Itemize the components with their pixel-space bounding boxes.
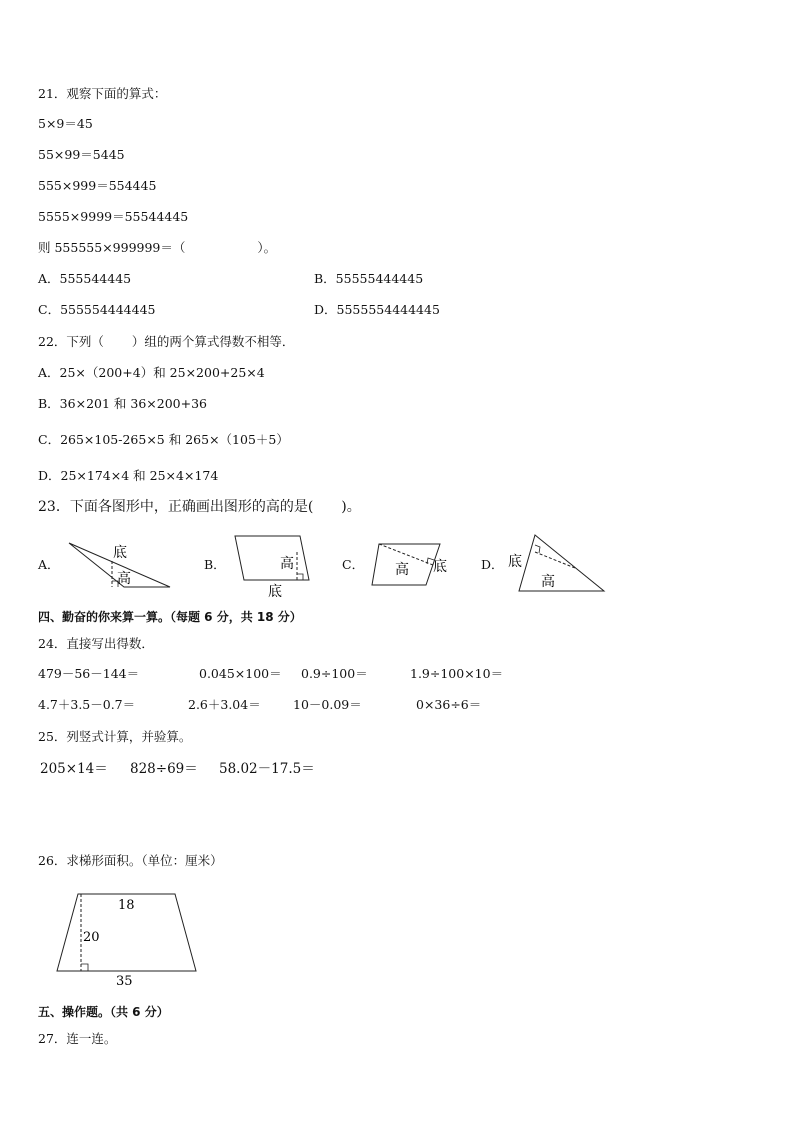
q23-figure-b [225, 530, 320, 600]
q24-item: 4.7＋3.5－0.7＝ [38, 697, 136, 712]
q22-title [38, 334, 294, 350]
figure-a-base-label: 底 [113, 545, 127, 561]
q21-line-1: 5×9＝45 [38, 116, 93, 131]
q24-item: 479－56－144＝ [38, 666, 140, 681]
q24-item: 2.6＋3.04＝ [188, 697, 261, 712]
figure-a-height-label: 高 [117, 571, 131, 587]
q21-line-4: 5555×9999＝55544445 [38, 209, 189, 224]
figure-d-base-label: 底 [508, 554, 522, 570]
figure-c-height-label: 高 [395, 562, 409, 578]
q23-label-a: A． [38, 557, 60, 572]
q24-item: 0×36÷6＝ [416, 697, 482, 712]
q24-item: 0.9÷100＝ [301, 666, 368, 681]
q23-figure-c [365, 538, 455, 590]
q21-option-d: D．5555554444445 [314, 302, 440, 317]
q21-line-3: 555×999＝554445 [38, 178, 157, 193]
q24-item: 10－0.09＝ [293, 697, 362, 712]
q23-figure-d [505, 532, 610, 594]
figure-b-base-label: 底 [268, 584, 282, 600]
figure-c-base-label: 底 [433, 559, 447, 575]
q22-title-pre: 22．下列（ [38, 334, 104, 349]
q25-item: 205×14＝ [40, 761, 108, 777]
q27-title: 27．连一连。 [38, 1031, 117, 1046]
q24-item: 1.9÷100×10＝ [410, 666, 504, 681]
q26-trapezoid-figure [50, 888, 205, 988]
q24-title: 24．直接写出得数． [38, 636, 154, 651]
q25-title: 25．列竖式计算，并验算。 [38, 729, 192, 744]
trapezoid-height-label: 20 [83, 930, 100, 945]
q22-option-d: D．25×174×4 和 25×4×174 [38, 468, 219, 483]
q25-item: 58.02－17.5＝ [219, 761, 315, 777]
q21-title: 21．观察下面的算式： [38, 86, 167, 101]
q22-option-a: A．25×（200+4）和 25×200+25×4 [38, 365, 265, 380]
figure-d-height-label: 高 [541, 574, 555, 590]
trapezoid-bottom-label: 35 [116, 974, 133, 988]
q21-line-2: 55×99＝5445 [38, 147, 125, 162]
q22-option-b: B．36×201 和 36×200+36 [38, 396, 207, 411]
q23-label-c: C． [342, 557, 365, 572]
q23-label-b: B． [204, 557, 226, 572]
q21-question [38, 240, 276, 256]
q25-item: 828÷69＝ [130, 761, 198, 777]
q22-title-post: ）组的两个算式得数不相等． [131, 334, 295, 349]
q21-option-c: C．555554444445 [38, 302, 156, 317]
q21-option-a: A．555544445 [38, 271, 132, 286]
q23-figure-a [60, 536, 180, 592]
section-4-heading: 四、勤奋的你来算一算。（每题 6 分，共 18 分） [38, 610, 302, 624]
trapezoid-top-label: 18 [118, 898, 135, 913]
q21-question-post: ）。 [257, 240, 277, 255]
figure-b-height-label: 高 [280, 556, 294, 572]
q23-title: 23．下面各图形中，正确画出图形的高的是( )。 [38, 499, 361, 515]
q26-title: 26．求梯形面积。（单位：厘米） [38, 853, 223, 868]
q23-label-d: D． [481, 557, 504, 572]
q21-question-pre: 则 555555×999999＝（ [38, 240, 186, 255]
q24-item: 0.045×100＝ [199, 666, 282, 681]
section-5-heading: 五、操作题。（共 6 分） [38, 1005, 169, 1019]
q21-option-b: B．55555444445 [314, 271, 424, 286]
q22-option-c: C．265×105-265×5 和 265×（105＋5） [38, 432, 289, 447]
